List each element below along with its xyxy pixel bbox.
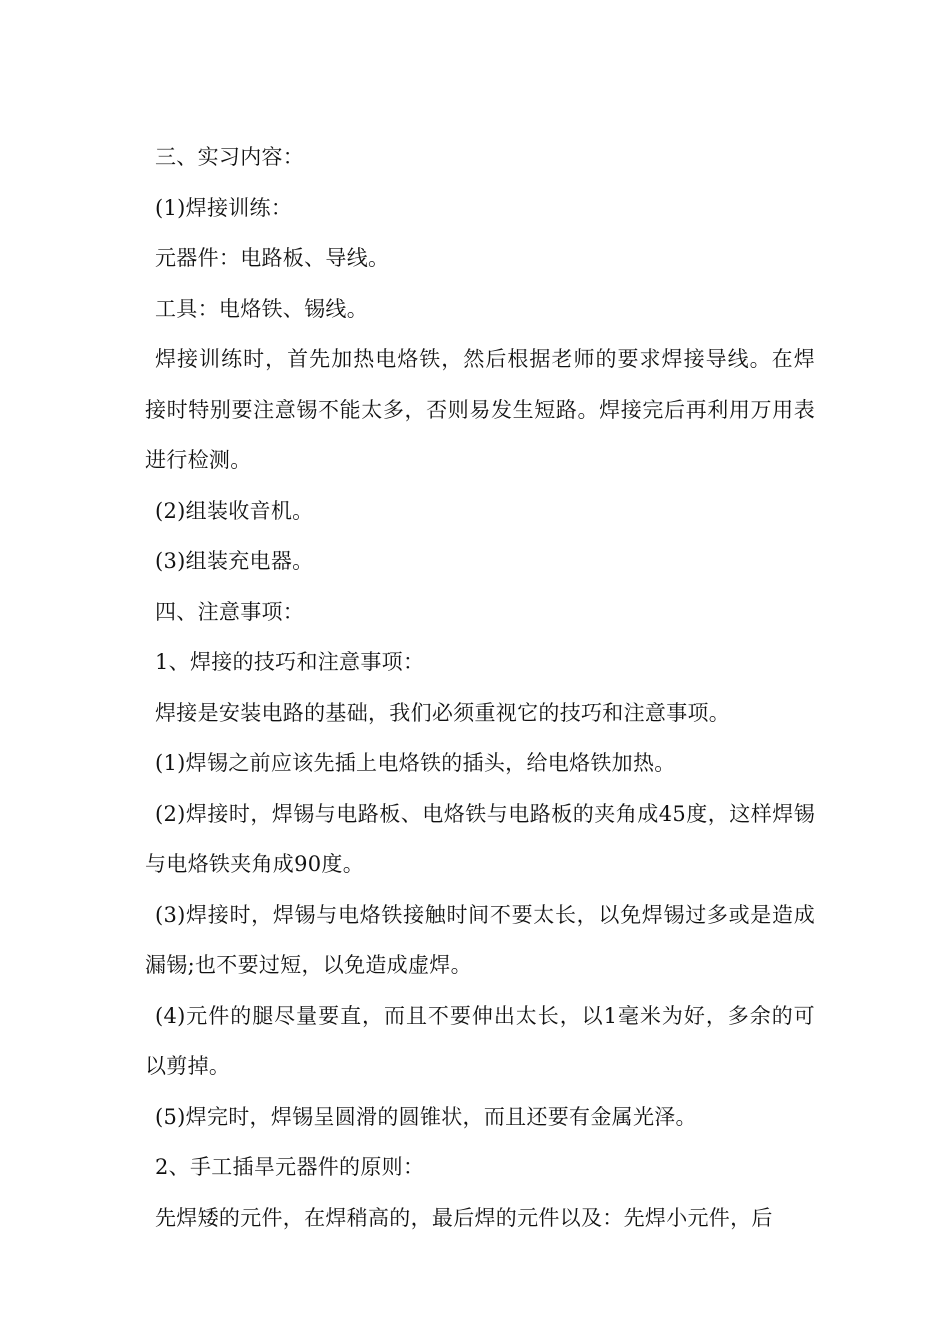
section-heading-notes: 四、注意事项：: [155, 599, 305, 624]
tip-1: (1)焊锡之前应该先插上电烙铁的插头，给电烙铁加热。: [155, 751, 676, 775]
principles-paragraph: 先焊矮的元件，在焊稍高的，最后焊的元件以及：先焊小元件，后: [155, 1205, 773, 1230]
tip-3: (3)焊接时，焊锡与电烙铁接触时间不要太长，以免焊锡过多或是造成漏锡;也不要过短，以免造成虚焊。: [145, 902, 815, 977]
welding-training-paragraph: 焊接训练时，首先加热电烙铁，然后根据老师的要求焊接导线。在焊接时特别要注意锡不能太多，否则易发生短路。焊接完后再利用万用表进行检测。: [145, 347, 815, 472]
item-assemble-charger: (3)组装充电器。: [155, 549, 314, 573]
section-heading-content: 三、实习内容：: [155, 145, 305, 169]
item-assemble-radio: (2)组装收音机。: [155, 498, 314, 523]
subheading-manual-soldering-principles: 2、手工插旱元器件的原则：: [155, 1155, 425, 1179]
tip-4: (4)元件的腿尽量要直，而且不要伸出太长，以1毫米为好，多余的可以剪掉。: [145, 1003, 815, 1078]
tip-5: (5)焊完时，焊锡呈圆滑的圆锥状，而且还要有金属光泽。: [155, 1104, 697, 1129]
tools-line: 工具：电烙铁、锡线。: [155, 296, 368, 321]
subheading-welding-tips: 1、焊接的技巧和注意事项：: [155, 650, 425, 674]
item-welding-training: (1)焊接训练：: [155, 195, 293, 220]
components-line: 元器件：电路板、导线。: [155, 246, 390, 270]
welding-basics-paragraph: 焊接是安装电路的基础，我们必须重视它的技巧和注意事项。: [155, 700, 731, 725]
document-body: [145, 132, 815, 1243]
tip-2: (2)焊接时，焊锡与电路板、电烙铁与电路板的夹角成45度，这样焊锡与电烙铁夹角成90度。: [145, 801, 815, 876]
